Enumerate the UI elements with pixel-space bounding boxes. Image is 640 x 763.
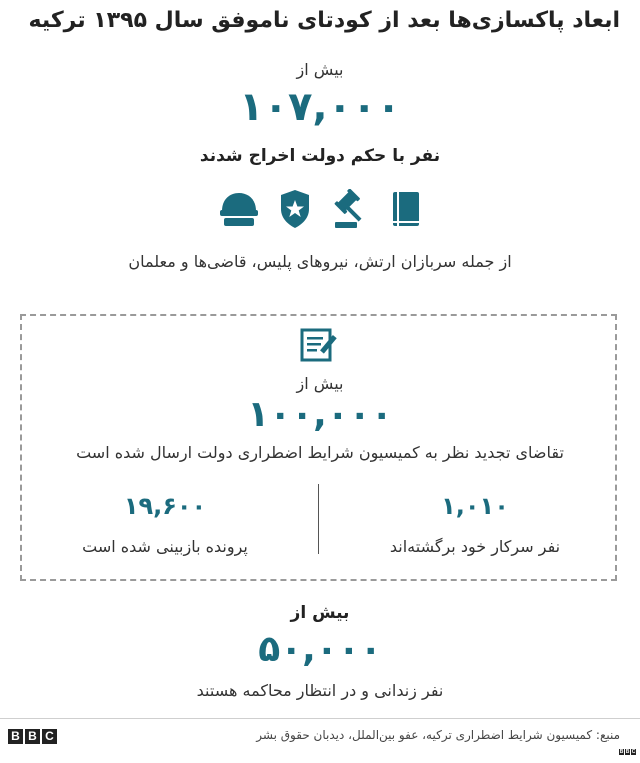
stats-divider [318, 484, 319, 554]
returned-number: ۱,۰۱۰ [441, 492, 509, 520]
footer-divider [0, 718, 640, 719]
bbc-logo-letter: B [619, 749, 624, 755]
reviewed-number: ۱۹,۶۰۰ [123, 492, 207, 520]
document-pen-icon [300, 328, 342, 362]
bbc-logo-letter: B [625, 749, 630, 755]
police-badge-icon [279, 189, 311, 229]
source-note: منبع: کمیسیون شرایط اضطراری ترکیه، عفو بین‌الملل، دیدبان حقوق بشر [256, 728, 620, 742]
helmet-icon [218, 191, 260, 227]
section1-prefix: بیش از [296, 60, 344, 79]
section3-prefix: بیش از [290, 603, 350, 623]
reviewed-label: پرونده بازبینی شده است [82, 537, 248, 556]
section1-number: ۱۰۷,۰۰۰ [239, 84, 401, 130]
returned-label: نفر سرکار خود برگشته‌اند [389, 537, 561, 556]
section3-caption: نفر زندانی و در انتظار محاکمه هستند [196, 681, 444, 700]
book-icon [390, 190, 422, 228]
section2-number: ۱۰۰,۰۰۰ [247, 394, 393, 435]
bbc-logo [8, 729, 57, 744]
bbc-logo-letter: C [42, 729, 57, 744]
section3-number: ۵۰,۰۰۰ [258, 629, 382, 670]
bbc-logo-letter: B [25, 729, 40, 744]
section1-caption: نفر با حکم دولت اخراج شدند [199, 146, 441, 166]
section1-subcaption: از جمله سربازان ارتش، نیروهای پلیس، قاضی‌ها و معلمان [128, 252, 512, 271]
bbc-logo-letter: C [631, 749, 636, 755]
bbc-logo-small [619, 749, 636, 755]
profession-icons [218, 186, 422, 232]
gavel-icon [331, 189, 371, 229]
page-title: ابعاد پاکسازی‌ها بعد از کودتای ناموفق سال ۱۳۹۵ ترکیه [28, 8, 620, 33]
section2-prefix: بیش از [296, 374, 344, 393]
section2-caption: تقاضای تجدید نظر به کمیسیون شرایط اضطراری دولت ارسال شده است [76, 443, 564, 462]
bbc-logo-letter: B [8, 729, 23, 744]
